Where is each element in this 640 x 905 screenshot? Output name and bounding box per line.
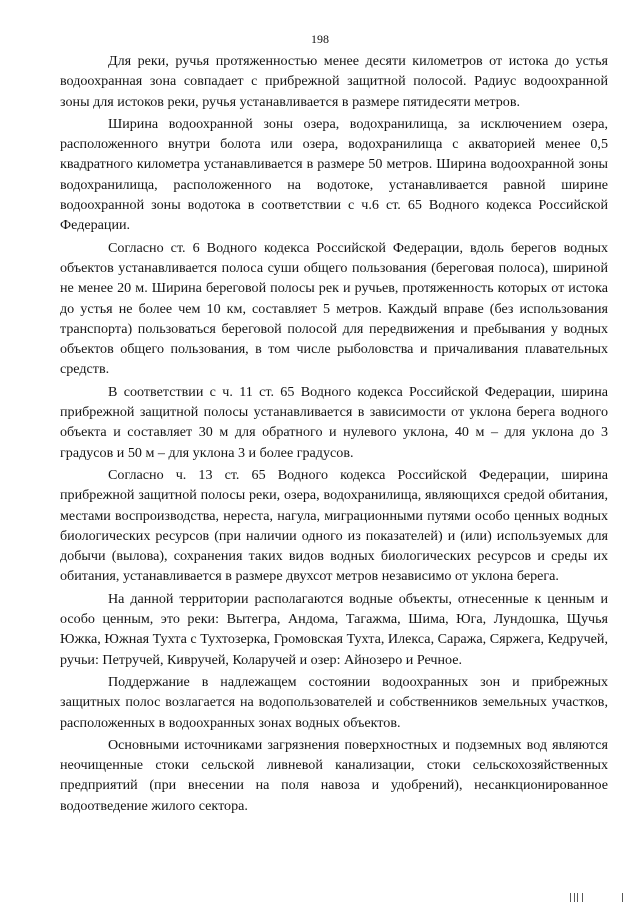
paragraph-valuable-resources: Согласно ч. 13 ст. 65 Водного кодекса Российской Федерации, ширина прибрежной защитной полосы реки, озера, водохранилища, являющихся средой обитания, местами воспроизводства, нереста, нагула, миграционными путями особо ценных водных биологических ресурсов (при наличии одного из показателей) и (или) используемых для добычи (вылова), сохранения таких видов водных биологических ресурсов и среды их обитания, устанавливается в размере двухсот метров независимо от уклона берега. — [60, 466, 608, 585]
paragraph-lake-reservoir-zone: Ширина водоохранной зоны озера, водохранилища, за исключением озера, расположенного внутри болота или озера, водохранилища с акваторией менее 0,5 квадратного километра устанавливается в размере 50 метров. Ширина водоохранной зоны водохранилища, расположенного на водотоке, устанавливается равной ширине водоохранной зоны водотока в соответствии с ч.6 ст. 65 Водного кодекса Российской Федерации. — [60, 115, 608, 234]
paragraph-water-bodies-list: На данной территории располагаются водные объекты, отнесенные к ценным и особо ценным, это реки: Вытегра, Андома, Тагажма, Шима, Юга, Лундошка, Щучья Южка, Южная Тухта с Тухтозерка, Громовская Тухта, Илекса, Саража, Сяржега, Кедручей, ручьи: Петручей, Кивручей, Коларучей и озер: Айнозеро и Речное. — [60, 590, 608, 668]
paragraph-slope-width: В соответствии с ч. 11 ст. 65 Водного кодекса Российской Федерации, ширина прибрежной защитной полосы устанавливается в зависимости от уклона берега водного объекта и составляет 30 м для обратного и нулевого уклона, 40 м – для уклона до 3 градусов и 50 м – для уклона 3 и более градусов. — [60, 383, 608, 461]
paragraph-river-protection-zone: Для реки, ручья протяженностью менее десяти километров от истока до устья водоохранная зона совпадает с прибрежной защитной полосой. Радиус водоохранной зоны для истоков реки, ручья устанавливается в размере пятидесяти метров. — [60, 53, 608, 110]
body-text — [60, 51, 608, 816]
paragraph-shore-strip: Согласно ст. 6 Водного кодекса Российской Федерации, вдоль берегов водных объектов устанавливается полоса суши общего пользования (береговая полоса), шириной не менее 20 м. Ширина береговой полосы рек и ручьев, протяженность которых от истока до устья не более чем 10 км, составляет 5 метров. Каждый вправе (без использования транспорта) пользоваться береговой полосой для передвижения и пребывания у водных объектов общего пользования, в том числе рыболовства и причаливания плавательных средств. — [60, 239, 608, 378]
page-number: 198 — [311, 32, 329, 46]
scan-marks — [570, 893, 630, 903]
paragraph-pollution-sources: Основными источниками загрязнения поверхностных и подземных вод являются неочищенные стоки сельской ливневой канализации, стоки сельскохозяйственных предприятий (при внесении на поля навоза и удобрений), несанкционированное водоотведение жилого сектора. — [60, 736, 608, 814]
paragraph-maintenance: Поддержание в надлежащем состоянии водоохранных зон и прибрежных защитных полос возлагается на водопользователей и собственников земельных участков, расположенных в водоохранных зонах водных объектов. — [60, 673, 608, 731]
